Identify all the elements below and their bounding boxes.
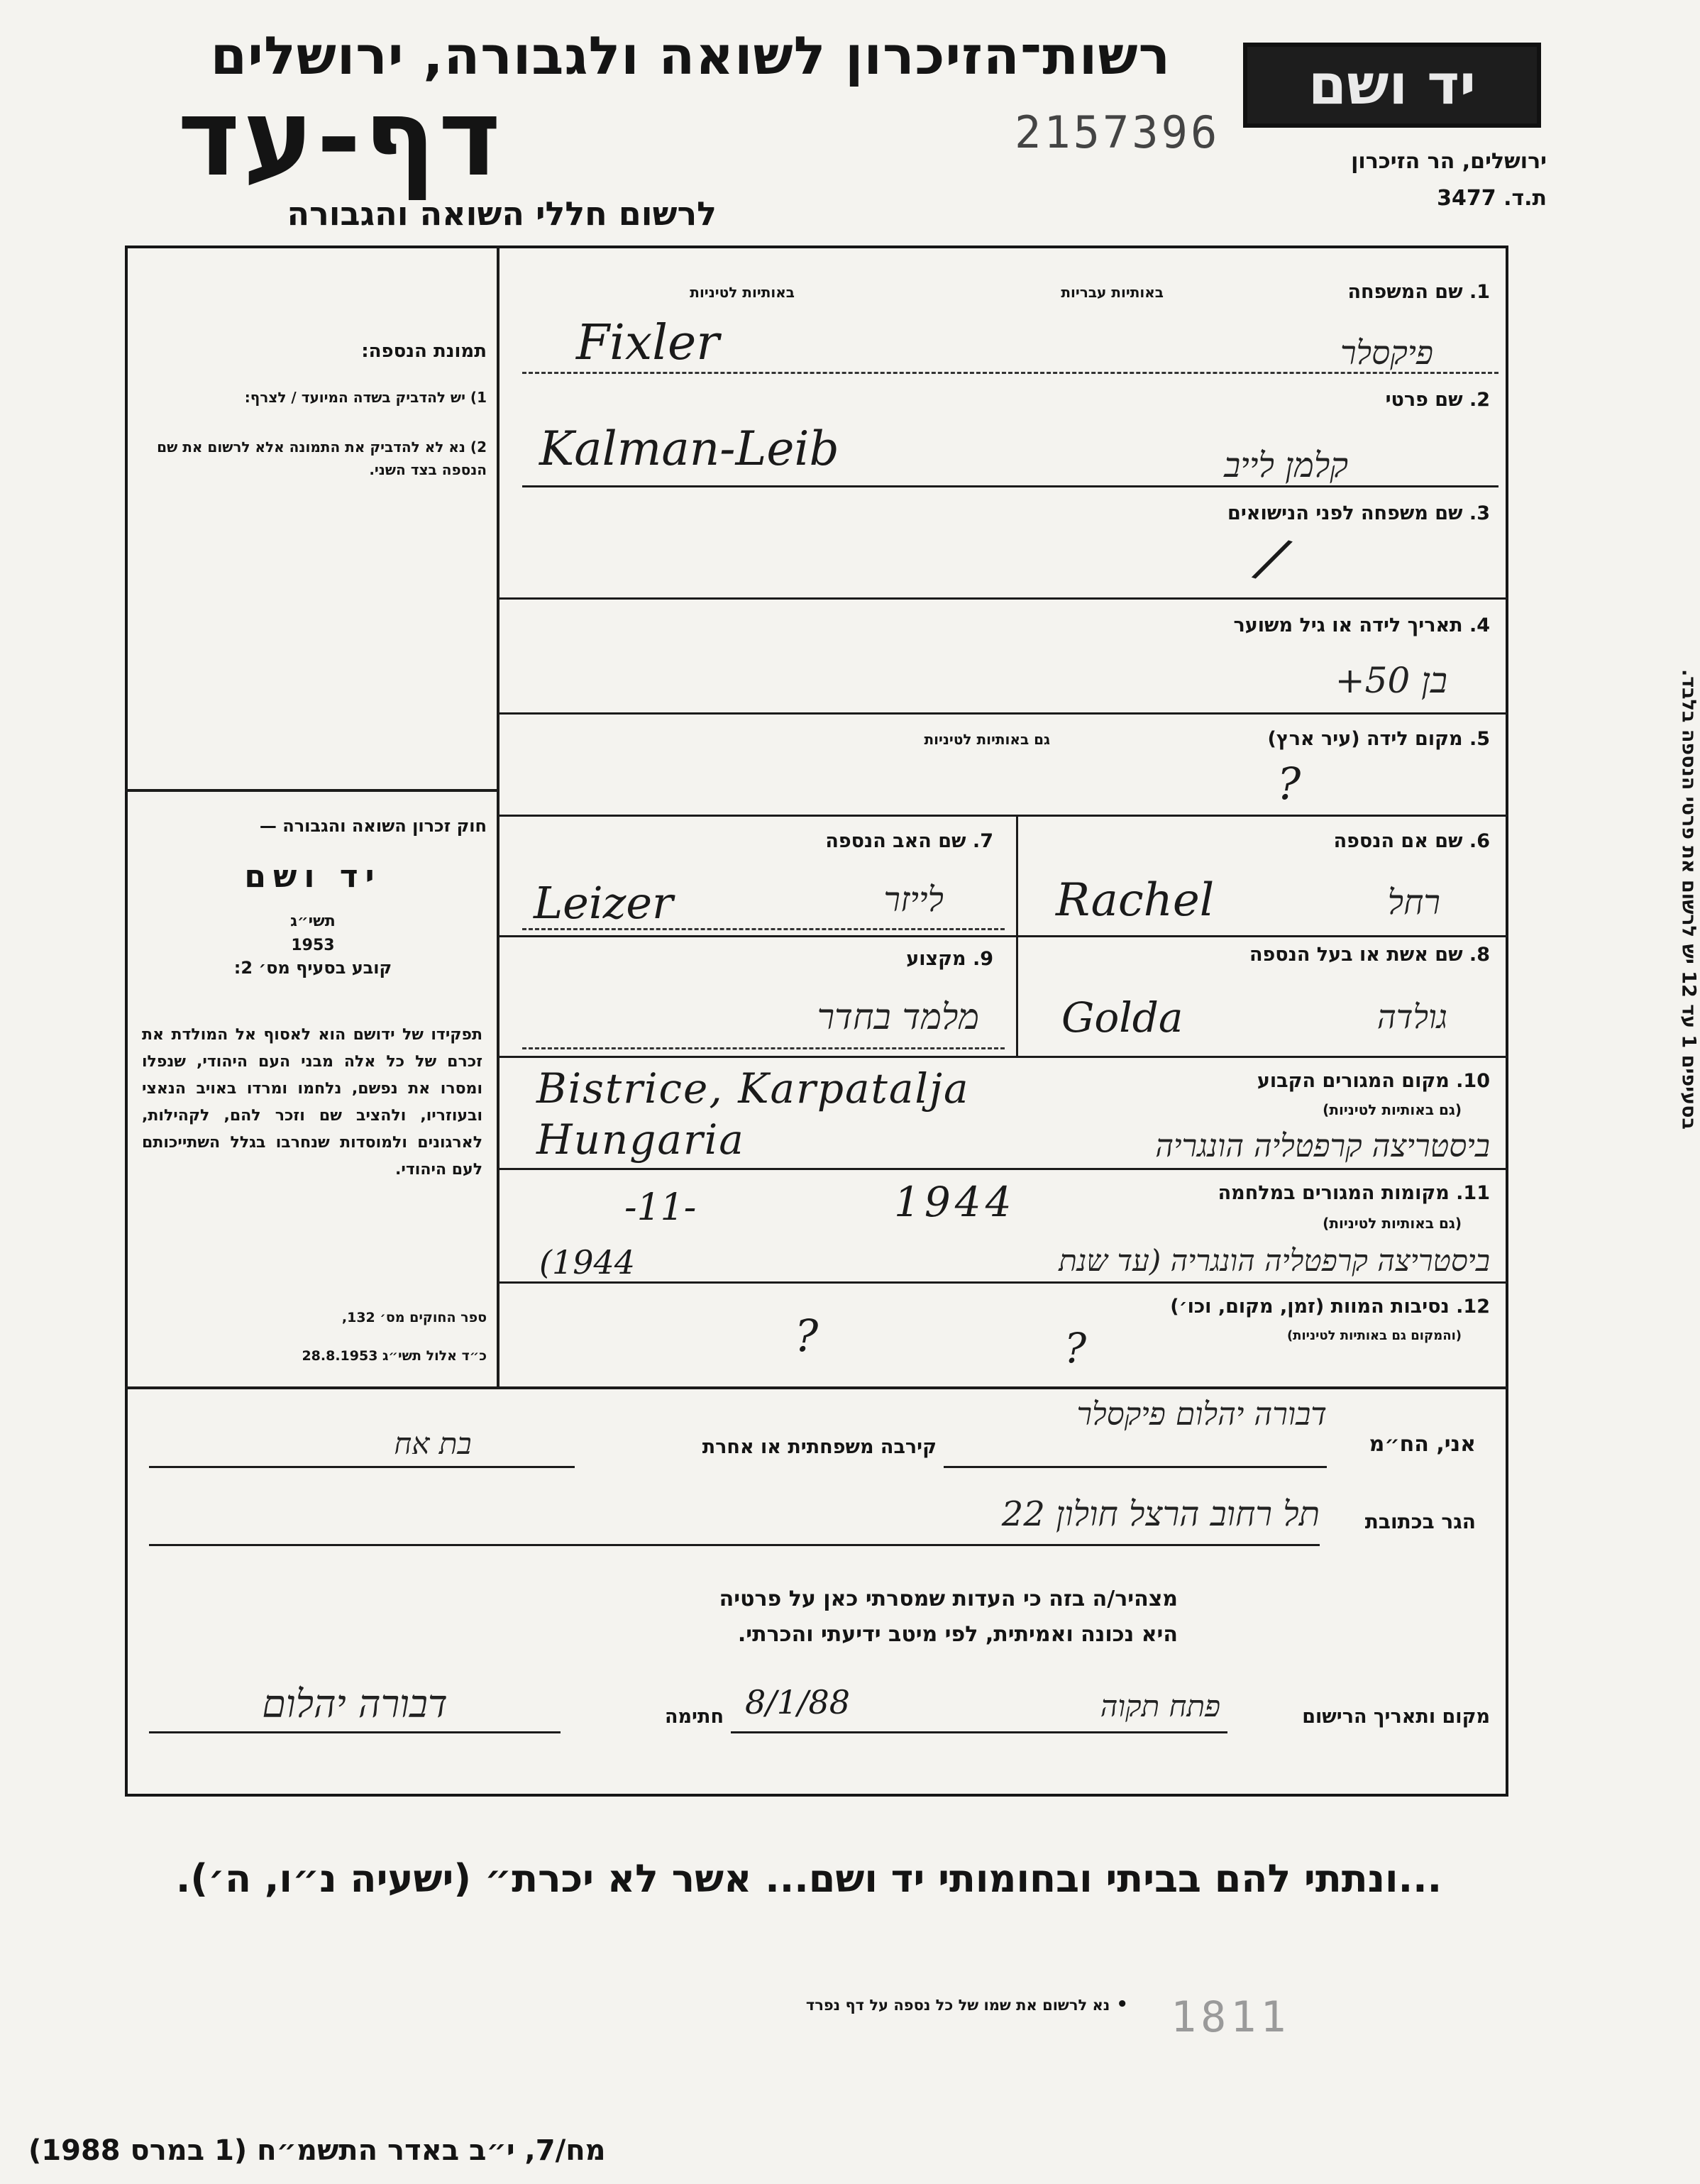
field-3-value: /	[1253, 524, 1292, 592]
law-year: 1953	[291, 937, 335, 954]
address-label: הגר בכתובת	[1364, 1510, 1476, 1533]
form-subtitle: לרשום חללי השואה והגבורה	[287, 194, 717, 233]
field-11-value-date-1: -11-	[624, 1186, 697, 1229]
declarant-name: דבורה יהלום פיקסלר	[1076, 1396, 1327, 1433]
field-9-label: 9. מקצוע	[906, 948, 993, 970]
field-11-value-date-2: 1944	[894, 1178, 1016, 1226]
statement-line-1: מצהיר/ה בזה כי העדות שמסרתי כאן על פרטיה	[719, 1587, 1178, 1611]
field-12-label: 12. נסיבות המוות (זמן, מקום, וכו׳)	[1170, 1296, 1490, 1318]
relation-line	[149, 1466, 575, 1468]
signature-line	[149, 1731, 561, 1733]
field-6-value-latin: Rachel	[1056, 874, 1215, 927]
address-line-2: ת.ד. 3477	[1437, 186, 1547, 211]
side-note: בסעיפים 1 עד 12 יש לרשום את פרטי הנספה בלבד.	[1677, 669, 1700, 1130]
panel-divider	[497, 246, 499, 1388]
serial-number: 2157396	[1015, 106, 1220, 158]
field-8-label: 8. שם אשת או בעל הנספה	[1249, 944, 1490, 966]
field-7-line	[522, 928, 1005, 930]
field-12-sublabel: (והמקום גם באותיות לטיניות)	[1286, 1328, 1462, 1343]
law-year-block	[139, 910, 487, 958]
place-date-line	[731, 1731, 1227, 1733]
row-sep-10	[497, 1168, 1508, 1170]
field-9-value: מלמד בחדר	[817, 996, 979, 1037]
field-1-value-hebrew: פיקסלר	[1340, 333, 1433, 372]
field-8-value-latin: Golda	[1061, 993, 1183, 1042]
field-6-label: 6. שם אם הנספה	[1333, 830, 1490, 852]
field-3-label: 3. שם משפחה לפני הנישואים	[1227, 502, 1490, 524]
declarant-label: אני, הח״מ	[1369, 1432, 1476, 1457]
photo-note-1: 1) יש להדביק בשדה המיועד / לצרף:	[244, 389, 487, 406]
place-date-label: מקום ותאריך הרישום	[1302, 1706, 1490, 1728]
field-2-label: 2. שם פרטי	[1385, 389, 1490, 411]
field-1-line	[522, 372, 1498, 374]
photo-note-2: 2) נא לא להדביק את התמונה אלא לרשום את שם הנספה בצד השני.	[157, 439, 487, 478]
field-5-value: ?	[1277, 758, 1301, 810]
bullet-icon: •	[1110, 1994, 1128, 2015]
row-sep-8	[497, 1056, 1508, 1058]
field-10-sublabel: (גם באותיות לטיניות)	[1323, 1101, 1462, 1118]
field-1-value-latin: Fixler	[576, 315, 719, 371]
field-10-value-latin-2: Hungaria	[536, 1115, 745, 1164]
instruction-text: נא לרשום את שמו של כל נספה על דף נפרד	[805, 1997, 1110, 2014]
footer-instruction	[461, 1994, 1128, 2015]
bottom-number: 1811	[1171, 1992, 1291, 2042]
date-value: 8/1/88	[745, 1683, 851, 1721]
relation-value: בת אח	[394, 1426, 472, 1461]
signature-value: דבורה יהלום	[262, 1682, 448, 1726]
left-panel-divider	[125, 789, 499, 792]
field-1-col-hebrew: באותיות עבריות	[1061, 284, 1164, 301]
field-2-line	[522, 485, 1498, 487]
field-7-label: 7. שם האב הנספה	[825, 830, 993, 852]
row-sep-6	[497, 935, 1508, 937]
yad-vashem-logo	[1243, 43, 1541, 128]
law-source-1: ספר החוקים מס׳ 132,	[341, 1310, 487, 1325]
field-12-value-1: ?	[795, 1310, 819, 1362]
relation-label: קירבה משפחתית או אחרת	[702, 1436, 937, 1458]
field-11-label: 11. מקומות המגורים במלחמה	[1218, 1182, 1490, 1204]
field-4-label: 4. תאריך לידה או גיל משוער	[1233, 614, 1490, 636]
org-title: רשות־הזיכרון לשואה ולגבורה, ירושלים	[210, 26, 1171, 87]
field-11-sublabel: (גם באותיות לטיניות)	[1323, 1215, 1462, 1232]
field-5-label: 5. מקום לידה (עיר ארץ)	[1267, 728, 1490, 750]
field-10-value-latin-1: Bistrice, Karpatalja	[536, 1064, 970, 1113]
row-sep-11	[497, 1281, 1508, 1284]
address-value: תל רחוב הרצל חולון 22	[1001, 1494, 1320, 1534]
print-line: מח/7, י״ב באדר התשמ״ח (1 במרס 1988)	[28, 2134, 606, 2167]
section-divider	[125, 1386, 1508, 1389]
field-11-value-year: (1944	[539, 1243, 636, 1281]
field-2-value-hebrew: קלמן לייב	[1224, 446, 1348, 485]
declarant-line	[944, 1466, 1327, 1468]
law-title: חוק זכרון השואה והגבורה —	[259, 816, 487, 836]
statement-line-2: היא נכונה ואמיתית, לפי מיטב ידיעתי והכרתי.	[737, 1622, 1178, 1647]
law-text: תפקידו של ידושם הוא לאסוף אל המולדת את זכרם של כל אלה מבני העם היהודי, שנפלו ומסרו את נפשם, נלחמו ומרדו באויב הנאצי ובעוזריו, ולהציב שם וזכר להם, לקהילות, לארגונים ולמוסדות שנחרבו בגלל השתייכותם לעם היהודי.	[142, 1026, 482, 1179]
col-splitter	[1016, 815, 1018, 1056]
row-sep-5	[497, 815, 1508, 817]
logo-text: יד ושם	[1308, 53, 1477, 117]
law-name: יד ושם	[244, 859, 382, 895]
field-1-label: 1. שם המשפחה	[1347, 281, 1490, 303]
field-6-value-hebrew: רחל	[1387, 883, 1440, 922]
field-5-latin-note: גם באותיות לטיניות	[924, 731, 1050, 748]
field-8-value-hebrew: גולדה	[1376, 998, 1447, 1036]
field-7-value-hebrew: לייזר	[883, 880, 944, 920]
field-11-value-hebrew: ביסטריצה קרפטליה הונגריה (עד שנת	[1059, 1243, 1490, 1278]
address-line-1: ירושלים, הר הזיכרון	[1351, 149, 1547, 174]
form-title: דף-עד	[177, 77, 504, 200]
field-9-line	[522, 1047, 1005, 1049]
field-10-value-hebrew: ביסטריצה קרפטליה הונגריה	[1155, 1128, 1490, 1164]
field-7-value-latin: Leizer	[534, 877, 673, 929]
field-10-label: 10. מקום המגורים הקבוע	[1257, 1070, 1490, 1092]
address-line	[149, 1544, 1320, 1546]
row-sep-4	[497, 712, 1508, 715]
law-year-heb: תשי״ג	[290, 912, 336, 930]
law-source-2: כ״ד אלול תשי״ג 28.8.1953	[302, 1348, 487, 1364]
signature-label: חתימה	[664, 1706, 724, 1728]
field-2-value-latin: Kalman-Leib	[539, 421, 839, 476]
footer-quote: ...ונתתי להם בביתי ובחומותי יד ושם... אשר לא יכרת״ (ישעיה נ״ו, ה׳).	[175, 1856, 1442, 1901]
row-sep-3	[497, 597, 1508, 600]
place-value: פתח תקוה	[1100, 1689, 1220, 1724]
field-1-col-latin: באותיות לטיניות	[690, 284, 795, 301]
photo-title: תמונת הנספה:	[361, 341, 487, 362]
field-12-value-2: ?	[1064, 1324, 1087, 1372]
field-4-value: בן 50+	[1335, 660, 1447, 701]
law-clause: קובע בסעיף מס׳ 2:	[233, 958, 392, 978]
